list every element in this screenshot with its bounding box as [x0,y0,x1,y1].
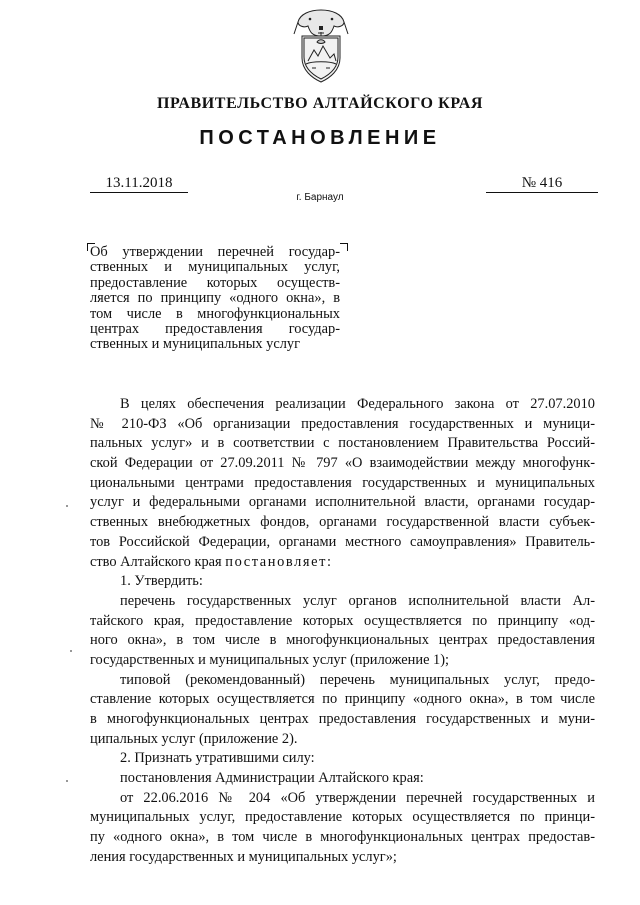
body-line: тов Российской Федерации, органами местного самоуправления» Правитель- [90,533,595,550]
subject-line: Об утверждении перечней государ- [90,244,340,260]
body-line: ственных внебюджетных фондов, органами государственной власти субъек- [90,514,595,531]
body-line: типовой (рекомендованный) перечень муниципальных услуг, предо- [120,671,595,688]
body-line: ципальных услуг (приложение 2). [90,730,298,747]
scan-speck [70,650,72,652]
body-line: государственных и муниципальных услуг (приложение 1); [90,651,450,668]
subject-line: ляется по принципу «одного окна», в [90,290,340,307]
subject-corner-mark-right [340,243,348,251]
document-type: ПОСТАНОВЛЕНИЕ [199,127,441,149]
document-subject [90,245,340,353]
subject-line: ственных и муниципальных услуг [90,336,301,353]
document-body [90,395,595,868]
body-line: ство Алтайского края постановляет: [90,553,331,570]
body-line: перечень государственных услуг органов исполнительной власти Ал- [120,592,595,609]
document-date: 13.11.2018 [105,175,173,191]
body-line: циональными центрами предоставления государственных и муниципальных [90,474,595,491]
subject-line: центрах предоставления государ- [90,321,340,338]
subject-line: том числе в многофункциональных [90,305,340,322]
body-line: тайского края, предоставление которых осуществляется по принципу «од- [90,612,595,629]
decree-verb: постановляет [225,553,327,570]
scan-speck [66,505,68,507]
body-line-text: ство Алтайского края [90,553,222,570]
organization-title: ПРАВИТЕЛЬСТВО АЛТАЙСКОГО КРАЯ [156,95,484,112]
document-city: г. Барнаул [296,192,344,203]
body-line: муниципальных услуг, предоставление которых осуществляется по принци- [90,809,595,826]
body-line: от 22.06.2016 № 204 «Об утверждении перечней государственных и [120,789,595,806]
coat-of-arms-emblem [290,6,352,84]
body-line: в многофункциональных центрах предоставления государственных и муни- [90,711,595,727]
body-line: 1. Утвердить: [120,573,203,590]
scan-speck [66,780,68,782]
body-line: 2. Признать утратившими силу: [120,750,315,767]
body-line: ного окна», в том числе в многофункциональных центрах предоставления [90,632,595,649]
body-line: В целях обеспечения реализации Федерального закона от 27.07.2010 [120,396,595,412]
body-line: ставление которых осуществляется по принципу «одного окна», в том числе [90,691,595,708]
body-line: ления государственных и муниципальных услуг»; [90,848,397,865]
body-line: пу «одного окна», в том числе в многофункциональных центрах предостав- [90,829,595,846]
body-line: ской Федерации от 27.09.2011 № 797 «О взаимодействии между многофунк- [90,455,595,472]
body-line: № 210-ФЗ «Об организации предоставления государственных и муници- [90,415,595,432]
subject-line: предоставление которых осуществ- [90,274,340,291]
body-line: услуг и федеральными органами исполнительной власти, органами государ- [90,494,595,511]
body-line: постановления Администрации Алтайского края: [120,770,424,787]
body-line: пальных услуг» и в соответствии с постановлением Правительства Россий- [90,435,595,452]
subject-line: ственных и муниципальных услуг, [90,259,340,276]
document-number: № 416 [521,175,563,191]
